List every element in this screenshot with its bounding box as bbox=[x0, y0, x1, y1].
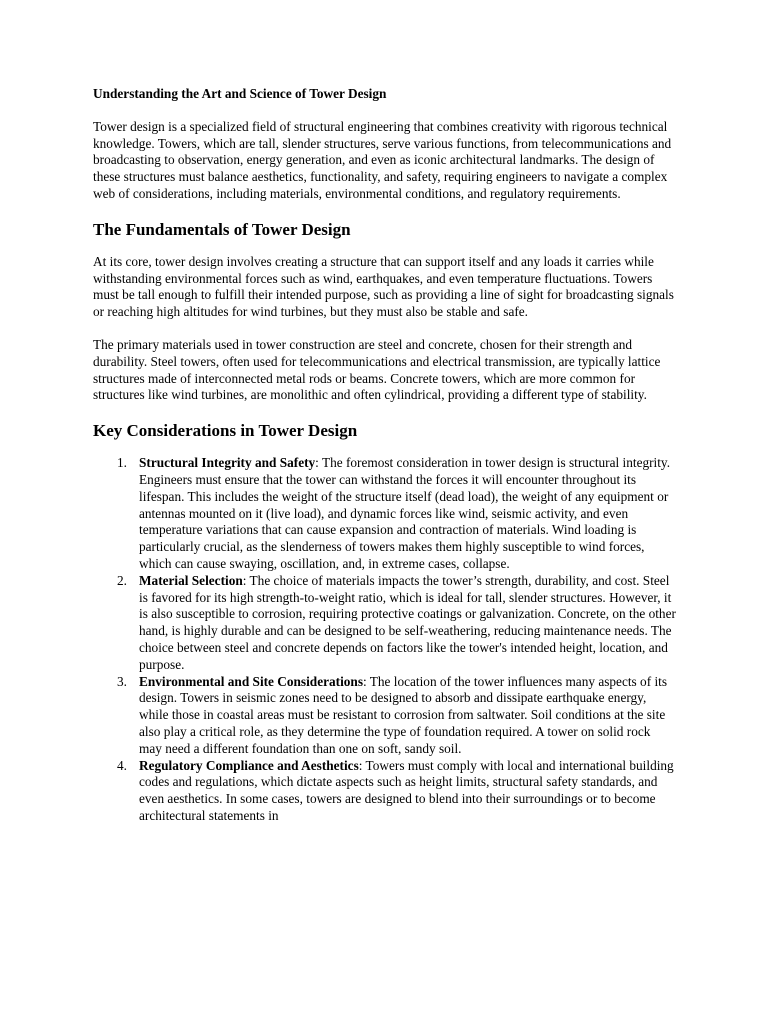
list-item-number: 1. bbox=[117, 455, 127, 471]
list-item-text: : Towers must comply with local and international building codes and regulations, which dictate aspects such as height limits, structural safety standards, and even aesthetics. In some cases, towers are designed to blend into their surroundings or to become architectural statements in bbox=[139, 757, 674, 823]
list-item-text: : The location of the tower influences many aspects of its design. Towers in seismic zones need to be designed to absorb and dissipate earthquake energy, while those in coastal areas must be resistant to corrosion from saltwater. Soil conditions at the site also play a critical role, as they determine the type of foundation required. A tower on solid rock may need a different foundation than one on soft, sandy soil. bbox=[139, 673, 668, 756]
document-body bbox=[93, 86, 676, 825]
list-item-number: 3. bbox=[117, 673, 127, 689]
list-item-label: Structural Integrity and Safety bbox=[139, 455, 316, 471]
list-item-label: Environmental and Site Considerations bbox=[139, 673, 363, 689]
list-item-number: 4. bbox=[117, 757, 127, 773]
list-item bbox=[93, 758, 676, 825]
list-item-label: Regulatory Compliance and Aesthetics bbox=[139, 757, 359, 773]
list-item bbox=[93, 573, 676, 674]
list-item bbox=[93, 455, 676, 573]
list-item-number: 2. bbox=[117, 572, 127, 588]
fundamentals-paragraph-1: At its core, tower design involves creating a structure that can support itself and any loads it carries while withstanding environmental forces such as wind, earthquakes, and even temperature fluctuations. Towers must be tall enough to fulfill their intended purpose, such as providing a line of sight for broadcasting signals or reaching high altitudes for wind turbines, but they must also be stable and safe. bbox=[93, 253, 674, 320]
list-item-text: : The choice of materials impacts the tower’s strength, durability, and cost. Steel is favored for its high strength-to-weight ratio, which is ideal for tall, slender structures. However, it is also susceptible to corrosion, requiring protective coatings or galvanization. Concrete, on the other hand, is highly durable and can be designed to be self-weathering, reducing maintenance needs. The choice between steel and concrete depends on factors like the tower's intended height, location, and purpose. bbox=[139, 572, 676, 672]
list-item bbox=[93, 674, 676, 758]
considerations-list bbox=[93, 455, 676, 825]
document-title: Understanding the Art and Science of Tower Design bbox=[93, 86, 387, 101]
section-heading-key-considerations: Key Considerations in Tower Design bbox=[93, 421, 358, 441]
intro-paragraph: Tower design is a specialized field of structural engineering that combines creativity with rigorous technical knowledge. Towers, which are tall, slender structures, serve various functions, from telecommunications and broadcasting to observation, energy generation, and even as iconic architectural landmarks. The design of these structures must balance aesthetics, functionality, and safety, requiring engineers to navigate a complex web of considerations, including materials, environmental conditions, and regulatory requirements. bbox=[93, 118, 672, 201]
fundamentals-paragraph-2: The primary materials used in tower construction are steel and concrete, chosen for their strength and durability. Steel towers, often used for telecommunications and electrical transmission, are typically lattice structures made of interconnected metal rods or beams. Concrete towers, which are more common for structures like wind turbines, are monolithic and often cylindrical, providing a different type of stability. bbox=[93, 336, 661, 403]
list-item-text: : The foremost consideration in tower design is structural integrity. Engineers must ensure that the tower can withstand the forces it will encounter throughout its lifespan. This includes the weight of the structure itself (dead load), the weight of any equipment or antennas mounted on it (live load), and dynamic forces like wind, seismic activity, and even temperature variations that can cause expansion and contraction of materials. Wind loading is particularly crucial, as the slenderness of towers makes them highly susceptible to wind forces, which can cause swaying, oscillation, and, in extreme cases, collapse. bbox=[139, 455, 671, 571]
list-item-label: Material Selection bbox=[139, 572, 243, 588]
section-heading-fundamentals: The Fundamentals of Tower Design bbox=[93, 219, 351, 239]
